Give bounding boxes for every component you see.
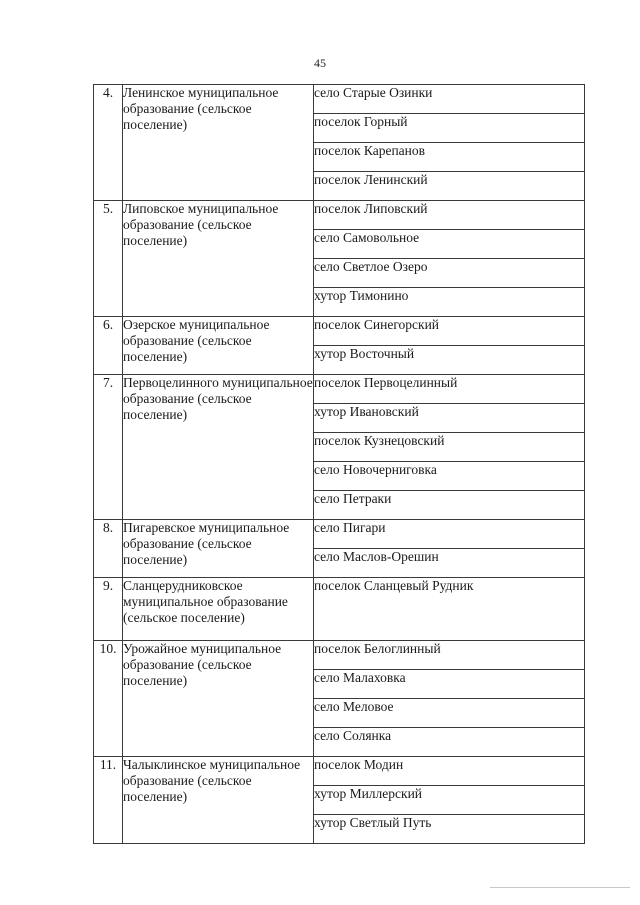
table-row: [94, 520, 585, 549]
municipality-name: Липовское муниципальное образование (сельское поселение): [123, 201, 314, 317]
settlement-name: село Пигари: [314, 520, 585, 549]
settlement-name: поселок Сланцевый Рудник: [314, 578, 585, 641]
settlements-table-body: [94, 85, 585, 844]
settlement-name: поселок Горный: [314, 114, 585, 143]
row-number: 5.: [94, 201, 123, 317]
page-number: 45: [314, 56, 326, 70]
row-number: 4.: [94, 85, 123, 201]
settlement-name: хутор Ивановский: [314, 404, 585, 433]
settlement-name: село Светлое Озеро: [314, 259, 585, 288]
settlements-table: [93, 84, 585, 844]
settlement-name: поселок Белоглинный: [314, 641, 585, 670]
municipality-name: Озерское муниципальное образование (сельское поселение): [123, 317, 314, 375]
settlement-name: село Старые Озинки: [314, 85, 585, 114]
settlement-name: село Солянка: [314, 728, 585, 757]
table-row: [94, 201, 585, 230]
settlement-name: поселок Липовский: [314, 201, 585, 230]
table-row: [94, 578, 585, 641]
settlement-name: поселок Синегорский: [314, 317, 585, 346]
settlement-name: село Меловое: [314, 699, 585, 728]
row-number: 9.: [94, 578, 123, 641]
settlement-name: поселок Первоцелинный: [314, 375, 585, 404]
municipality-name: Ленинское муниципальное образование (сельское поселение): [123, 85, 314, 201]
settlement-name: поселок Ленинский: [314, 172, 585, 201]
settlement-name: поселок Карепанов: [314, 143, 585, 172]
municipality-name: Сланцерудниковское муниципальное образование (сельское поселение): [123, 578, 314, 641]
settlement-name: село Маслов-Орешин: [314, 549, 585, 578]
settlement-name: хутор Миллерский: [314, 786, 585, 815]
row-number: 8.: [94, 520, 123, 578]
settlement-name: село Новочерниговка: [314, 462, 585, 491]
settlement-name: поселок Модин: [314, 757, 585, 786]
municipality-name: Пигаревское муниципальное образование (сельское поселение): [123, 520, 314, 578]
settlement-name: поселок Кузнецовский: [314, 433, 585, 462]
row-number: 11.: [94, 757, 123, 844]
table-row: [94, 317, 585, 346]
settlement-name: хутор Тимонино: [314, 288, 585, 317]
row-number: 6.: [94, 317, 123, 375]
table-row: [94, 85, 585, 114]
settlement-name: хутор Восточный: [314, 346, 585, 375]
municipality-name: Урожайное муниципальное образование (сельское поселение): [123, 641, 314, 757]
settlement-name: село Самовольное: [314, 230, 585, 259]
table-row: [94, 641, 585, 670]
settlement-name: хутор Светлый Путь: [314, 815, 585, 844]
settlement-name: село Малаховка: [314, 670, 585, 699]
table-row: [94, 757, 585, 786]
row-number: 10.: [94, 641, 123, 757]
table-row: [94, 375, 585, 404]
settlement-name: село Петраки: [314, 491, 585, 520]
row-number: 7.: [94, 375, 123, 520]
municipality-name: Первоцелинного муниципальное образование (сельское поселение): [123, 375, 314, 520]
municipality-name: Чалыклинское муниципальное образование (сельское поселение): [123, 757, 314, 844]
scan-artifact-line: [490, 887, 630, 888]
